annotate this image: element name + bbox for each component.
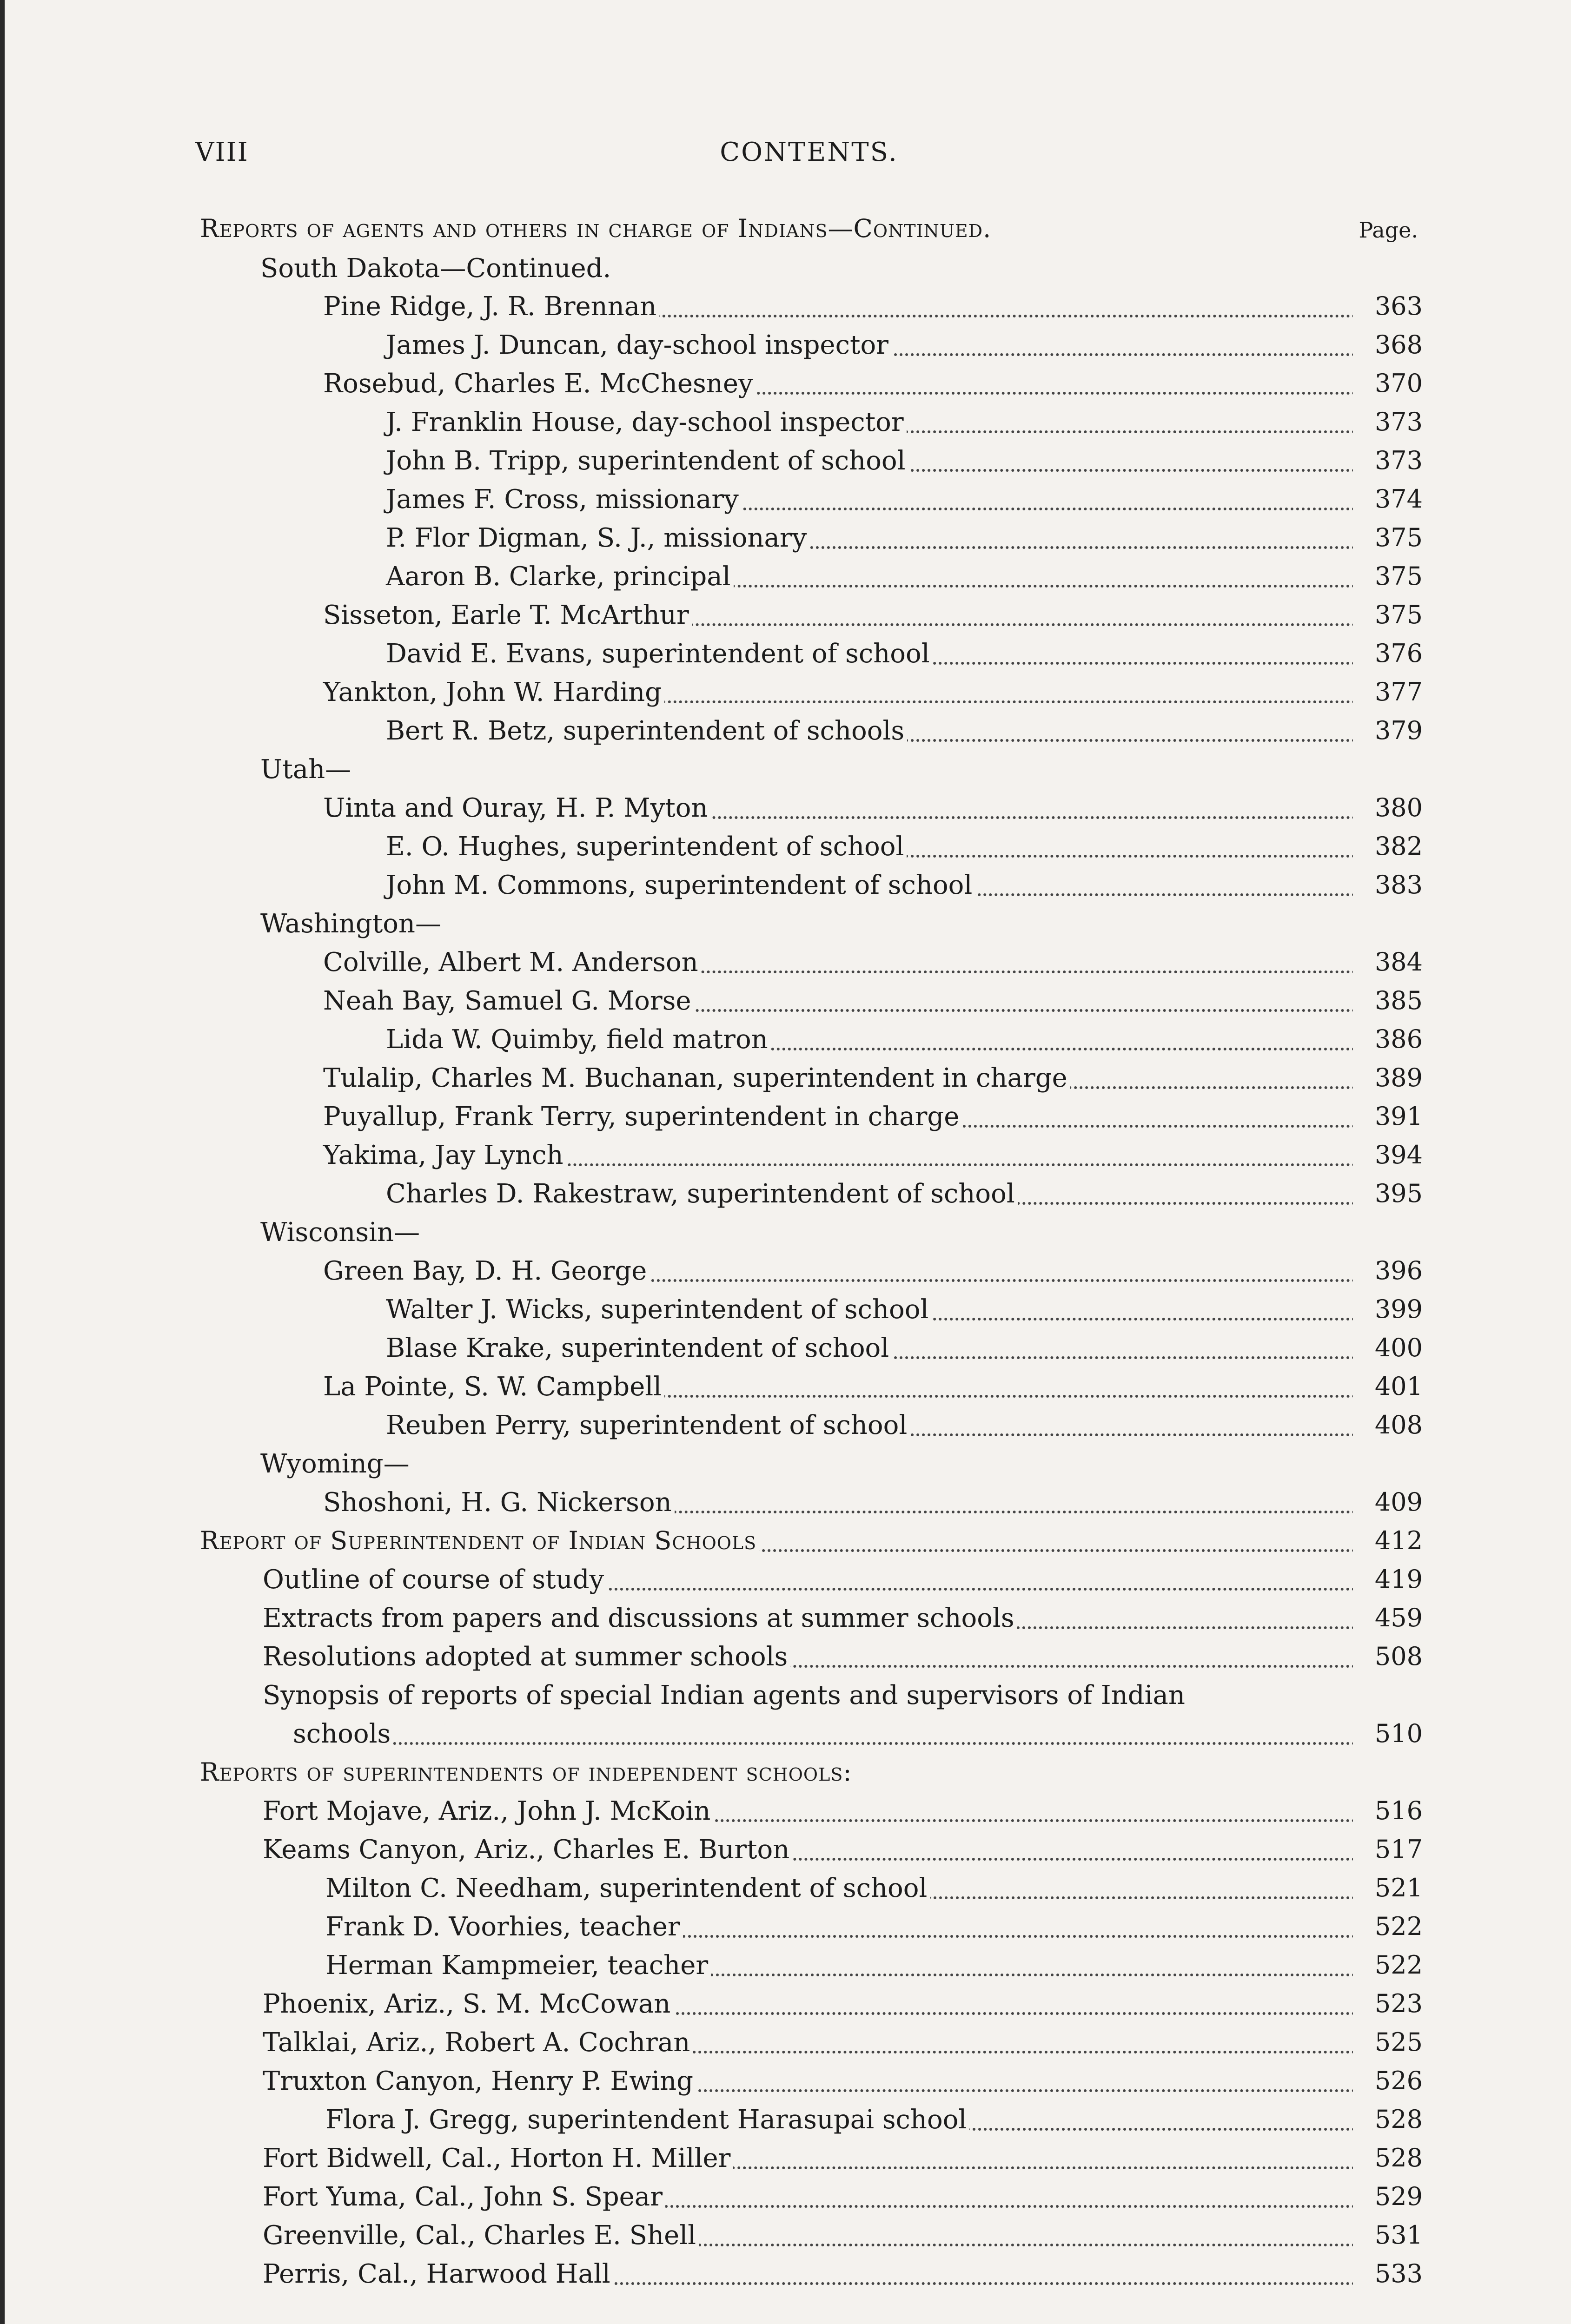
entry-label: Talklai, Ariz., Robert A. Cochran xyxy=(263,2027,693,2058)
page-header xyxy=(195,137,1423,179)
entry-page: 521 xyxy=(1353,1873,1423,1902)
entry-page: 382 xyxy=(1353,832,1423,861)
entry-label: John M. Commons, superintendent of school xyxy=(386,870,975,900)
toc-entry xyxy=(263,1603,1423,1640)
toc-entry xyxy=(263,1835,1423,1872)
toc-entry xyxy=(263,2027,1423,2065)
entry-label: David E. Evans, superintendent of school xyxy=(386,639,933,669)
entry-label: Herman Kampmeier, teacher xyxy=(325,1950,711,1981)
entry-label: E. O. Hughes, superintendent of school xyxy=(386,832,907,862)
group-south-dakota: South Dakota—Continued. xyxy=(260,253,611,284)
entry-label: Bert R. Betz, superintendent of schools xyxy=(386,716,907,746)
entry-label: Pine Ridge, J. R. Brennan xyxy=(323,291,659,322)
entry-page: 383 xyxy=(1353,870,1423,899)
entry-page: 370 xyxy=(1353,369,1423,398)
entry-page: 400 xyxy=(1353,1333,1423,1362)
entry-page: 526 xyxy=(1353,2066,1423,2095)
toc-entry xyxy=(263,1565,1423,1602)
entry-page: 376 xyxy=(1353,639,1423,668)
page-folio: VIII xyxy=(195,137,249,167)
entry-page: 385 xyxy=(1353,986,1423,1015)
toc-entry xyxy=(325,1912,1423,1949)
entry-label: schools xyxy=(293,1719,393,1749)
toc-entry xyxy=(386,484,1423,522)
entry-label: Reuben Perry, superintendent of school xyxy=(386,1410,910,1440)
toc-entry xyxy=(323,369,1423,406)
group-wyoming: Wyoming— xyxy=(260,1449,410,1479)
toc-entry xyxy=(386,1333,1423,1370)
toc-entry xyxy=(263,2182,1423,2219)
toc-entry xyxy=(325,1873,1423,1910)
toc-entry xyxy=(386,1179,1423,1216)
group-utah: Utah— xyxy=(260,754,351,785)
entry-page: 529 xyxy=(1353,2182,1423,2211)
toc-entry xyxy=(386,523,1423,560)
toc-entry xyxy=(323,291,1423,329)
entry-label: Phoenix, Ariz., S. M. McCowan xyxy=(263,1989,673,2019)
toc-entry xyxy=(323,600,1423,637)
entry-label: Charles D. Rakestraw, superintendent of school xyxy=(386,1179,1018,1209)
entry-page: 396 xyxy=(1353,1256,1423,1285)
entry-page: 510 xyxy=(1353,1719,1423,1748)
entry-page: 375 xyxy=(1353,561,1423,591)
entry-label: Yakima, Jay Lynch xyxy=(323,1140,566,1170)
section-agents-row xyxy=(200,214,1423,251)
entry-page: 373 xyxy=(1353,446,1423,475)
toc-entry xyxy=(263,2143,1423,2180)
entry-label: Outline of course of study xyxy=(263,1565,607,1595)
toc-entry xyxy=(263,2220,1423,2258)
entry-label: Extracts from papers and discussions at summer schools xyxy=(263,1603,1017,1633)
entry-page: 368 xyxy=(1353,330,1423,359)
entry-page: 525 xyxy=(1353,2027,1423,2057)
toc-entry xyxy=(386,330,1423,367)
running-title: CONTENTS. xyxy=(720,137,898,167)
entry-page: 522 xyxy=(1353,1950,1423,1980)
entry-page: 412 xyxy=(1353,1526,1423,1555)
entry-label: Milton C. Needham, superintendent of school xyxy=(325,1873,930,1903)
section-heading-independent: Reports of superintendents of independent schools: xyxy=(200,1757,852,1787)
toc-entry xyxy=(323,986,1423,1023)
entry-label: Lida W. Quimby, field matron xyxy=(386,1024,771,1055)
entry-page: 516 xyxy=(1353,1796,1423,1825)
entry-label: Tulalip, Charles M. Buchanan, superintendent in charge xyxy=(323,1063,1070,1093)
entry-label: Rosebud, Charles E. McChesney xyxy=(323,369,756,399)
toc-entry xyxy=(386,561,1423,599)
entry-page: 379 xyxy=(1353,716,1423,745)
entry-label: Neah Bay, Samuel G. Morse xyxy=(323,986,694,1016)
toc-entry xyxy=(386,832,1423,869)
group-washington: Washington— xyxy=(260,909,441,939)
entry-label: Aaron B. Clarke, principal xyxy=(386,561,734,592)
toc-entry xyxy=(325,2105,1423,2142)
toc-entry-superintendent-report xyxy=(200,1526,1423,1563)
toc-entry xyxy=(323,947,1423,984)
entry-page: 377 xyxy=(1353,677,1423,706)
entry-label: Puyallup, Frank Terry, superintendent in charge xyxy=(323,1102,962,1132)
entry-page: 384 xyxy=(1353,947,1423,977)
entry-label: Greenville, Cal., Charles E. Shell xyxy=(263,2220,699,2251)
page-column-label: Page. xyxy=(1359,218,1418,243)
toc-entry xyxy=(386,1294,1423,1332)
entry-label: Flora J. Gregg, superintendent Harasupai school xyxy=(325,2105,969,2135)
toc-entry xyxy=(263,2259,1423,2296)
entry-page: 401 xyxy=(1353,1372,1423,1401)
section-heading-superintendent: Report of Superintendent of Indian Schools xyxy=(200,1526,759,1555)
entry-page: 380 xyxy=(1353,793,1423,822)
entry-page: 389 xyxy=(1353,1063,1423,1092)
toc-entry xyxy=(293,1719,1423,1756)
entry-page: 531 xyxy=(1353,2220,1423,2250)
toc-entry xyxy=(323,1140,1423,1177)
entry-label: Uinta and Ouray, H. P. Myton xyxy=(323,793,711,823)
entry-page: 528 xyxy=(1353,2143,1423,2172)
toc-entry xyxy=(323,1372,1423,1409)
entry-label: Truxton Canyon, Henry P. Ewing xyxy=(263,2066,696,2096)
entry-page: 373 xyxy=(1353,407,1423,436)
entry-label: Colville, Albert M. Anderson xyxy=(323,947,701,977)
entry-page: 409 xyxy=(1353,1487,1423,1517)
entry-label: La Pointe, S. W. Campbell xyxy=(323,1372,664,1402)
entry-label: Blase Krake, superintendent of school xyxy=(386,1333,892,1363)
entry-label: Sisseton, Earle T. McArthur xyxy=(323,600,692,630)
toc-entry xyxy=(323,1063,1423,1100)
toc-entry xyxy=(323,1487,1423,1525)
entry-label: Perris, Cal., Harwood Hall xyxy=(263,2259,613,2289)
entry-label: James J. Duncan, day-school inspector xyxy=(386,330,891,360)
entry-label: Keams Canyon, Ariz., Charles E. Burton xyxy=(263,1835,792,1865)
toc-entry xyxy=(323,1102,1423,1139)
entry-page: 394 xyxy=(1353,1140,1423,1169)
toc-entry xyxy=(386,1410,1423,1447)
entry-page: 391 xyxy=(1353,1102,1423,1131)
toc-entry xyxy=(323,1256,1423,1293)
entry-label: Walter J. Wicks, superintendent of school xyxy=(386,1294,931,1325)
entry-page: 533 xyxy=(1353,2259,1423,2288)
toc-entry xyxy=(386,1024,1423,1062)
entry-page: 528 xyxy=(1353,2105,1423,2134)
toc-entry xyxy=(325,1950,1423,1987)
entry-label-multiline-first: Synopsis of reports of special Indian agents and supervisors of Indian xyxy=(263,1680,1185,1710)
entry-label: Shoshoni, H. G. Nickerson xyxy=(323,1487,675,1518)
toc-entry xyxy=(323,793,1423,830)
scan-border-left xyxy=(0,0,5,2324)
toc-entry xyxy=(263,1642,1423,1679)
entry-label: Resolutions adopted at summer schools xyxy=(263,1642,790,1672)
entry-label: John B. Tripp, superintendent of school xyxy=(386,446,908,476)
toc-entry xyxy=(386,870,1423,907)
toc-entry xyxy=(386,446,1423,483)
toc-entry xyxy=(263,1796,1423,1833)
entry-page: 508 xyxy=(1353,1642,1423,1671)
entry-page: 399 xyxy=(1353,1294,1423,1324)
entry-page: 523 xyxy=(1353,1989,1423,2018)
entry-page: 363 xyxy=(1353,291,1423,321)
leader-dots xyxy=(293,1742,1423,1745)
entry-label: J. Franklin House, day-school inspector xyxy=(386,407,907,437)
entry-page: 419 xyxy=(1353,1565,1423,1594)
entry-label: P. Flor Digman, S. J., missionary xyxy=(386,523,809,553)
entry-label: Fort Mojave, Ariz., John J. McKoin xyxy=(263,1796,713,1826)
entry-page: 395 xyxy=(1353,1179,1423,1208)
toc-entry xyxy=(386,639,1423,676)
entry-label: James F. Cross, missionary xyxy=(386,484,742,515)
entry-label: Fort Bidwell, Cal., Horton H. Miller xyxy=(263,2143,733,2173)
section-heading-agents: Reports of agents and others in charge of Indians—Continued. xyxy=(200,214,992,243)
entry-label: Frank D. Voorhies, teacher xyxy=(325,1912,683,1942)
toc-entry xyxy=(386,716,1423,753)
entry-page: 459 xyxy=(1353,1603,1423,1632)
group-wisconsin: Wisconsin— xyxy=(260,1217,420,1248)
toc-entry xyxy=(263,2066,1423,2103)
entry-label: Green Bay, D. H. George xyxy=(323,1256,650,1286)
entry-page: 374 xyxy=(1353,484,1423,514)
entry-page: 522 xyxy=(1353,1912,1423,1941)
entry-page: 386 xyxy=(1353,1024,1423,1054)
toc-entry xyxy=(386,407,1423,444)
entry-page: 408 xyxy=(1353,1410,1423,1439)
entry-label: Fort Yuma, Cal., John S. Spear xyxy=(263,2182,665,2212)
entry-page: 375 xyxy=(1353,600,1423,629)
entry-label: Yankton, John W. Harding xyxy=(323,677,664,707)
entry-page: 517 xyxy=(1353,1835,1423,1864)
entry-page: 375 xyxy=(1353,523,1423,552)
toc-entry xyxy=(263,1989,1423,2026)
toc-entry xyxy=(323,677,1423,714)
